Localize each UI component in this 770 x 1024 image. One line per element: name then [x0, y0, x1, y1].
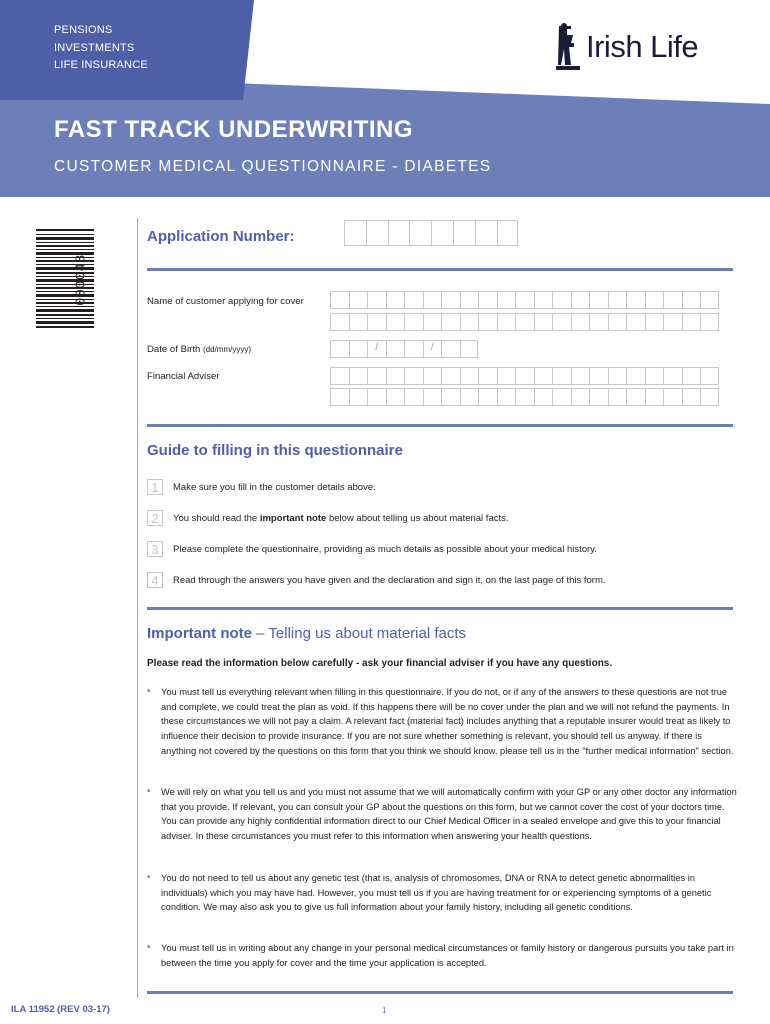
- application-number-box[interactable]: [366, 220, 388, 246]
- customer-name-field-line-1[interactable]: [330, 291, 719, 309]
- character-box[interactable]: [645, 388, 664, 406]
- guide-item-text-start: You should read the: [173, 512, 260, 524]
- section-divider: [147, 607, 733, 610]
- dob-digit-box[interactable]: [441, 340, 460, 358]
- customer-name-field-line-2[interactable]: [330, 313, 719, 331]
- dob-digit-box[interactable]: [404, 340, 423, 358]
- dob-separator: /: [430, 342, 434, 353]
- guide-heading: Guide to filling in this questionnaire: [147, 442, 403, 459]
- character-box[interactable]: [663, 367, 682, 385]
- character-box[interactable]: [330, 313, 349, 331]
- character-box[interactable]: [404, 313, 423, 331]
- character-box[interactable]: [460, 313, 479, 331]
- page-subtitle: CUSTOMER MEDICAL QUESTIONNAIRE - DIABETES: [54, 158, 492, 175]
- character-box[interactable]: [367, 313, 386, 331]
- guide-item-number: 2: [147, 510, 163, 526]
- character-box[interactable]: [349, 291, 368, 309]
- character-box[interactable]: [608, 291, 627, 309]
- application-number-box[interactable]: [431, 220, 453, 246]
- dob-separator-box: [423, 340, 442, 358]
- character-box[interactable]: [552, 388, 571, 406]
- important-note-heading-bold: Important note: [147, 625, 252, 642]
- customer-name-label: Name of customer applying for cover: [147, 296, 304, 307]
- character-box[interactable]: [608, 388, 627, 406]
- application-number-box[interactable]: [453, 220, 475, 246]
- character-box[interactable]: [386, 388, 405, 406]
- important-note-bullet: [147, 685, 737, 759]
- character-box[interactable]: [534, 313, 553, 331]
- character-box[interactable]: [663, 291, 682, 309]
- guide-item: [147, 541, 597, 557]
- section-divider: [147, 424, 733, 427]
- guide-item-text: [173, 513, 509, 524]
- character-box[interactable]: [460, 367, 479, 385]
- character-box[interactable]: [367, 367, 386, 385]
- date-of-birth-format: (dd/mm/yyyy): [203, 345, 251, 354]
- character-box[interactable]: [571, 291, 590, 309]
- character-box[interactable]: [460, 388, 479, 406]
- character-box[interactable]: [700, 313, 719, 331]
- character-box[interactable]: [497, 388, 516, 406]
- character-box[interactable]: [478, 313, 497, 331]
- guide-item: [147, 510, 509, 526]
- character-box[interactable]: [700, 388, 719, 406]
- important-note-heading: [147, 625, 466, 642]
- guide-item-text: Make sure you fill in the customer details above.: [173, 481, 376, 493]
- application-number-box[interactable]: [344, 220, 366, 246]
- application-number-box[interactable]: [497, 220, 519, 246]
- date-of-birth-label-text: Date of Birth: [147, 344, 201, 355]
- bullet-text: You do not need to tell us about any genetic test (that is, analysis of chromosomes, DNA or RNA to detect genetic abnormalities in individuals) which you may have had. However, you must tell us if you are having treatment for or experiencing symptoms of a genetic condition. We may also ask you to give us full information about your family history, including all genetic conditions.: [161, 873, 712, 913]
- character-box[interactable]: [478, 367, 497, 385]
- character-box[interactable]: [349, 388, 368, 406]
- character-box[interactable]: [515, 367, 534, 385]
- character-box[interactable]: [552, 367, 571, 385]
- application-number-label: Application Number:: [147, 228, 295, 245]
- character-box[interactable]: [589, 388, 608, 406]
- character-box[interactable]: [682, 367, 701, 385]
- bullet-dot-icon: •: [147, 942, 151, 953]
- important-note-bullet: [147, 785, 737, 844]
- character-box[interactable]: [645, 367, 664, 385]
- character-box[interactable]: [349, 367, 368, 385]
- character-box[interactable]: [497, 367, 516, 385]
- character-box[interactable]: [478, 291, 497, 309]
- character-box[interactable]: [386, 313, 405, 331]
- character-box[interactable]: [552, 291, 571, 309]
- guide-item-text: Read through the answers you have given and the declaration and sign it, on the last page of this form.: [173, 574, 606, 586]
- guide-item-number: 1: [147, 479, 163, 495]
- character-box[interactable]: [571, 388, 590, 406]
- financial-adviser-label: Financial Adviser: [147, 371, 220, 382]
- character-box[interactable]: [460, 291, 479, 309]
- important-note-intro: Please read the information below carefully - ask your financial adviser if you have any questions.: [147, 658, 613, 669]
- character-box[interactable]: [571, 313, 590, 331]
- character-box[interactable]: [663, 388, 682, 406]
- character-box[interactable]: [534, 388, 553, 406]
- important-note-bullet: [147, 871, 737, 915]
- date-of-birth-label: [147, 344, 251, 355]
- product-line-life-insurance: LIFE INSURANCE: [54, 59, 148, 71]
- application-number-box[interactable]: [409, 220, 431, 246]
- character-box[interactable]: [330, 367, 349, 385]
- dob-separator: /: [375, 342, 379, 353]
- character-box[interactable]: [534, 367, 553, 385]
- character-box[interactable]: [626, 291, 645, 309]
- character-box[interactable]: [608, 313, 627, 331]
- character-box[interactable]: [682, 291, 701, 309]
- character-box[interactable]: [367, 291, 386, 309]
- character-box[interactable]: [645, 291, 664, 309]
- important-note-heading-rest: – Telling us about material facts: [252, 625, 467, 642]
- character-box[interactable]: [571, 367, 590, 385]
- guide-item-number: 4: [147, 572, 163, 588]
- character-box[interactable]: [386, 291, 405, 309]
- character-box[interactable]: [497, 291, 516, 309]
- irish-life-logo: [556, 22, 698, 70]
- character-box[interactable]: [682, 388, 701, 406]
- character-box[interactable]: [515, 291, 534, 309]
- dob-digit-box[interactable]: [460, 340, 479, 358]
- character-box[interactable]: [441, 388, 460, 406]
- character-box[interactable]: [497, 313, 516, 331]
- application-number-box[interactable]: [388, 220, 410, 246]
- character-box[interactable]: [645, 313, 664, 331]
- product-lines: [54, 22, 148, 75]
- bullet-dot-icon: •: [147, 786, 151, 797]
- guide-item: [147, 479, 376, 495]
- guide-item: [147, 572, 606, 588]
- barcode-number: 000048: [74, 254, 90, 306]
- character-box[interactable]: [589, 291, 608, 309]
- character-box[interactable]: [534, 291, 553, 309]
- bullet-text: You must tell us everything relevant when filling in this questionnaire. If you do not, or if any of the answers to these questions are not true and complete, we could treat the plan as void. If this happens there will be no cover under the plan and we will not refund the payments. In these circumstances we will not pay a claim. A relevant fact (material fact) includes anything that a reputable insurer would treat as likely to influence their decision to provide insurance. If you are not sure whether something is relevant, you should tell us anyway. If there is anything not covered by the questions on this form that you think we should know, please tell us in the "further medical information" section.: [161, 687, 734, 756]
- character-box[interactable]: [441, 313, 460, 331]
- character-box[interactable]: [626, 313, 645, 331]
- form-reference-code: ILA 11952 (REV 03-17): [11, 1004, 110, 1015]
- application-number-field[interactable]: [344, 220, 518, 246]
- character-box[interactable]: [626, 367, 645, 385]
- character-box[interactable]: [423, 313, 442, 331]
- character-box[interactable]: [515, 388, 534, 406]
- character-box[interactable]: [423, 388, 442, 406]
- character-box[interactable]: [515, 313, 534, 331]
- section-divider: [147, 991, 733, 994]
- character-box[interactable]: [386, 367, 405, 385]
- left-margin-rule: [137, 218, 138, 998]
- character-box[interactable]: [626, 388, 645, 406]
- character-box[interactable]: [589, 367, 608, 385]
- character-box[interactable]: [700, 291, 719, 309]
- character-box[interactable]: [589, 313, 608, 331]
- product-line-pensions: PENSIONS: [54, 24, 113, 36]
- character-box[interactable]: [441, 291, 460, 309]
- bullet-dot-icon: •: [147, 872, 151, 883]
- bullet-text: We will rely on what you tell us and you must not assume that we will automatically confirm with your GP or any other doctor any information that you provide. If relevant, you can consult your GP about the questions on this form, but we cannot cover the cost of your doctors time. You can provide any highly confidential information direct to our Chief Medical Officer in a sealed envelope and give this to your financial adviser. In these circumstances you must refer to this information when answering your health questions.: [161, 787, 737, 842]
- page-title: FAST TRACK UNDERWRITING: [54, 116, 414, 143]
- dob-separator-box: [367, 340, 386, 358]
- character-box[interactable]: [682, 313, 701, 331]
- character-box[interactable]: [404, 388, 423, 406]
- character-box[interactable]: [478, 388, 497, 406]
- character-box[interactable]: [349, 313, 368, 331]
- product-line-investments: INVESTMENTS: [54, 41, 135, 54]
- character-box[interactable]: [330, 388, 349, 406]
- guide-item-text-bold: important note: [259, 512, 327, 524]
- guide-item-text: Please complete the questionnaire, providing as much details as possible about your medical history.: [173, 543, 597, 555]
- character-box[interactable]: [441, 367, 460, 385]
- financial-adviser-field-line-2[interactable]: [330, 388, 719, 406]
- guide-item-number: 3: [147, 541, 163, 557]
- brand-name: Irish Life: [586, 29, 699, 64]
- lighthouse-figure-icon: [556, 22, 580, 70]
- character-box[interactable]: [608, 367, 627, 385]
- character-box[interactable]: [423, 367, 442, 385]
- character-box[interactable]: [552, 313, 571, 331]
- section-divider: [147, 268, 733, 271]
- character-box[interactable]: [404, 291, 423, 309]
- character-box[interactable]: [700, 367, 719, 385]
- important-note-bullet: [147, 941, 737, 970]
- financial-adviser-field-line-1[interactable]: [330, 367, 719, 385]
- dob-digit-box[interactable]: [349, 340, 368, 358]
- character-box[interactable]: [404, 367, 423, 385]
- character-box[interactable]: [663, 313, 682, 331]
- character-box[interactable]: [367, 388, 386, 406]
- application-number-box[interactable]: [475, 220, 497, 246]
- bullet-dot-icon: •: [147, 686, 151, 697]
- dob-digit-box[interactable]: [330, 340, 349, 358]
- date-of-birth-field[interactable]: [330, 340, 478, 358]
- page-number: 1: [382, 1005, 387, 1015]
- character-box[interactable]: [330, 291, 349, 309]
- dob-digit-box[interactable]: [386, 340, 405, 358]
- bullet-text: You must tell us in writing about any change in your personal medical circumstances or family history or dangerous pursuits you take part in between the time you apply for cover and the time your application is accepted.: [161, 943, 734, 968]
- guide-item-text-end: below about telling us about material facts.: [326, 512, 509, 524]
- character-box[interactable]: [423, 291, 442, 309]
